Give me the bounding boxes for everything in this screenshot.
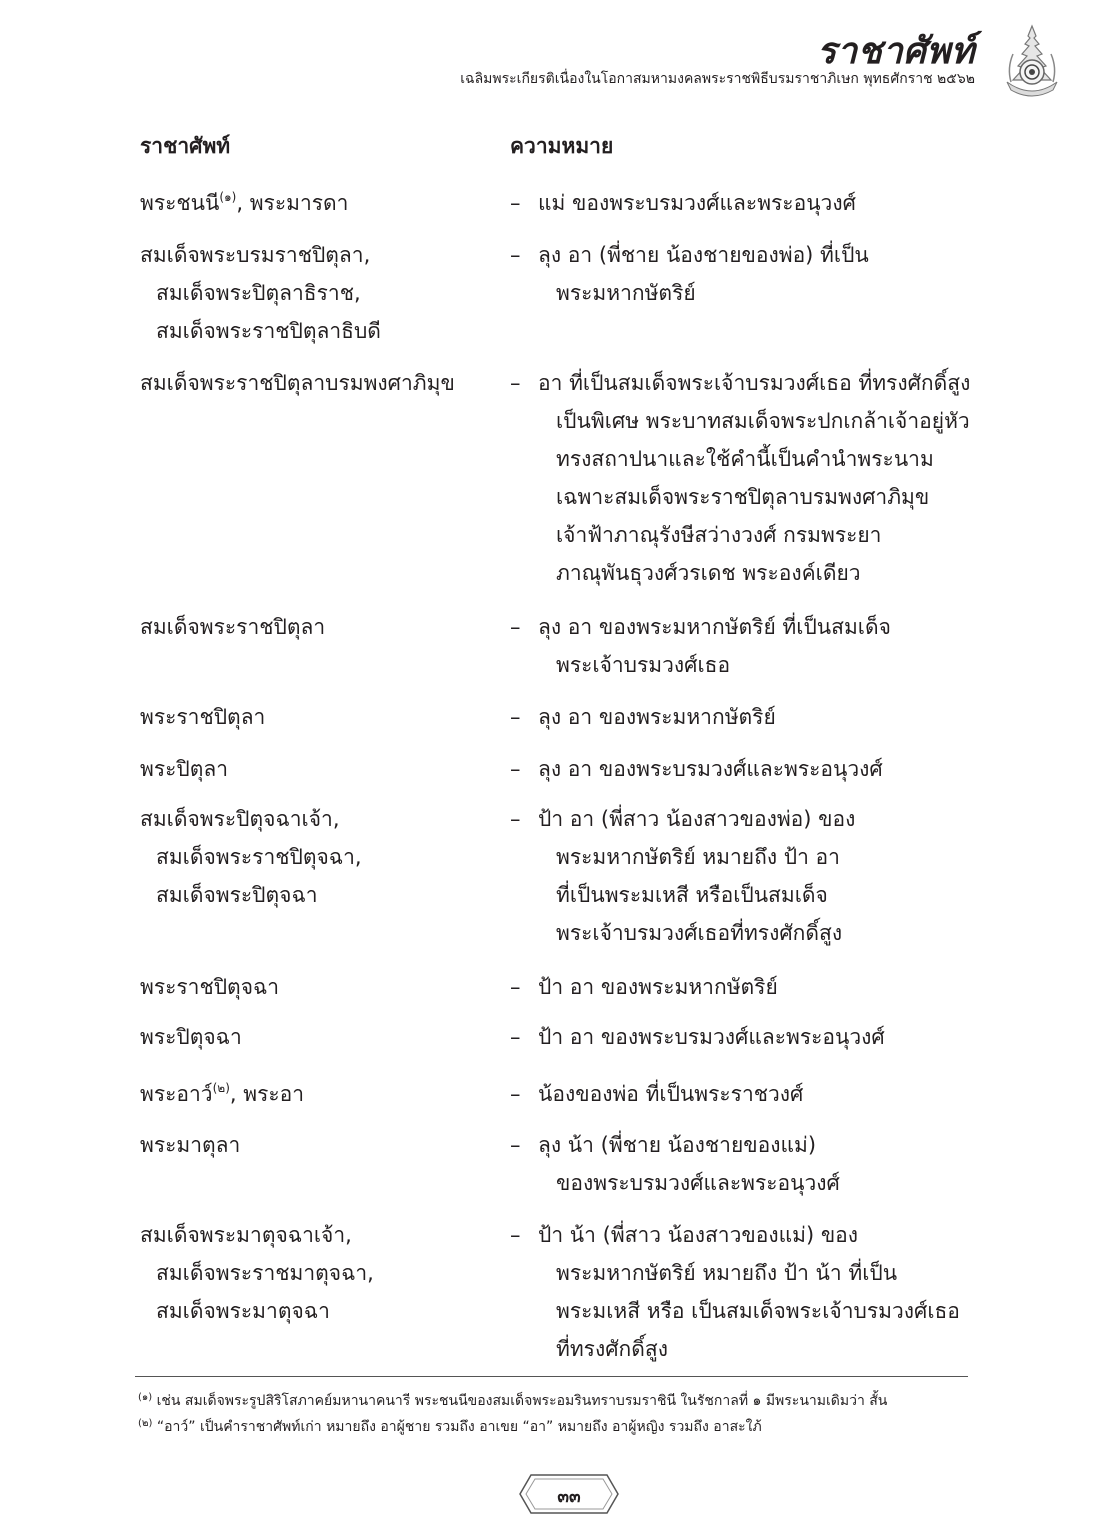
dash: –	[510, 1082, 521, 1106]
page-title: ราชาศัพท์	[816, 30, 975, 72]
dash: –	[510, 757, 521, 781]
dash: –	[510, 1025, 521, 1049]
dash: –	[510, 705, 521, 729]
footnote-text: “อาว์” เป็นคำราชาศัพท์เก่า หมายถึง อาผู้ชาย รวมถึง อาเขย “อา” หมายถึง อาผู้หญิง รวมถึง อาสะใภ้	[156, 1419, 762, 1435]
term: พระอาว์$^{(๒)}$, พระอา	[140, 1081, 305, 1106]
footnote	[138, 1414, 762, 1437]
meaning: ป้า น้า (พี่สาว น้องสาวของแม่) ของ พระมหากษัตริย์ หมายถึง ป้า น้า ที่เป็น พระมเหสี หรือ เป็นสมเด็จพระเจ้าบรมวงศ์เธอ ที่ทรงศักดิ์สูง	[538, 1223, 960, 1361]
term: พระมาตุลา	[140, 1133, 241, 1157]
meaning: ลุง อา (พี่ชาย น้องชายของพ่อ) ที่เป็น พระมหากษัตริย์	[538, 243, 869, 305]
term: พระปิตุจฉา	[140, 1025, 242, 1049]
column-header-meaning: ความหมาย	[510, 134, 614, 158]
term: พระปิตุลา	[140, 757, 229, 781]
footnote	[138, 1388, 887, 1411]
meaning: ป้า อา (พี่สาว น้องสาวของพ่อ) ของ พระมหากษัตริย์ หมายถึง ป้า อา ที่เป็นพระมเหสี หรือเป็นสมเด็จ พระเจ้าบรมวงศ์เธอที่ทรงศักดิ์สูง	[538, 807, 856, 945]
dash: –	[510, 615, 521, 639]
page-subtitle: เฉลิมพระเกียรติเนื่องในโอกาสมหามงคลพระราชพิธีบรมราชาภิเษก พุทธศักราช ๒๕๖๒	[460, 71, 975, 87]
meaning: ป้า อา ของพระบรมวงศ์และพระอนุวงศ์	[538, 1025, 885, 1049]
meaning: แม่ ของพระบรมวงศ์และพระอนุวงศ์	[538, 191, 856, 215]
dash: –	[510, 1133, 521, 1157]
footnote-ref: (๒)	[212, 1081, 230, 1095]
term: สมเด็จพระบรมราชปิตุลา, สมเด็จพระปิตุลาธิราช, สมเด็จพระราชปิตุลาธิบดี	[140, 243, 381, 343]
term: สมเด็จพระราชปิตุลาบรมพงศาภิมุข	[140, 371, 455, 395]
dash: –	[510, 1223, 521, 1247]
dash: –	[510, 807, 521, 831]
footnote-divider	[135, 1376, 968, 1377]
meaning: ลุง อา ของพระมหากษัตริย์ ที่เป็นสมเด็จ พระเจ้าบรมวงศ์เธอ	[538, 615, 891, 677]
term: พระชนนี$^{(๑)}$, พระมารดา	[140, 190, 349, 215]
royal-emblem-icon	[1001, 24, 1063, 100]
term: พระราชปิตุลา	[140, 705, 266, 729]
dash: –	[510, 191, 521, 215]
footnote-mark: (๒)	[138, 1418, 153, 1429]
term: สมเด็จพระปิตุจฉาเจ้า, สมเด็จพระราชปิตุจฉา, สมเด็จพระปิตุจฉา	[140, 807, 362, 907]
meaning: น้องของพ่อ ที่เป็นพระราชวงศ์	[538, 1082, 804, 1106]
footnote-ref: (๑)	[219, 190, 237, 204]
meaning: ลุง น้า (พี่ชาย น้องชายของแม่) ของพระบรมวงศ์และพระอนุวงศ์	[538, 1133, 840, 1195]
page-number: ๓๓	[557, 1487, 581, 1507]
meaning: ลุง อา ของพระบรมวงศ์และพระอนุวงศ์	[538, 757, 883, 781]
meaning: ป้า อา ของพระมหากษัตริย์	[538, 975, 778, 999]
term: พระราชปิตุจฉา	[140, 975, 280, 999]
meaning: อา ที่เป็นสมเด็จพระเจ้าบรมวงศ์เธอ ที่ทรงศักดิ์สูง เป็นพิเศษ พระบาทสมเด็จพระปกเกล้าเจ้าอยู่หัว ทรงสถาปนาและใช้คำนี้เป็นคำนำพระนาม เฉพาะสมเด็จพระราชปิตุลาบรมพงศาภิมุข เจ้าฟ้าภาณุรังษีสว่างวงศ์ กรมพระยา ภาณุพันธุวงศ์วรเดช พระองค์เดียว	[538, 371, 971, 585]
footnote-text: เช่น สมเด็จพระรูปสิริโสภาคย์มหานาคนารี พระชนนีของสมเด็จพระอมรินทราบรมราชินี ในรัชกาลที่ ๑ มีพระนามเดิมว่า สั้น	[156, 1393, 888, 1409]
footnote-mark: (๑)	[138, 1392, 153, 1403]
meaning: ลุง อา ของพระมหากษัตริย์	[538, 705, 776, 729]
term: สมเด็จพระมาตุจฉาเจ้า, สมเด็จพระราชมาตุจฉา, สมเด็จพระมาตุจฉา	[140, 1223, 374, 1323]
dash: –	[510, 975, 521, 999]
page-header	[0, 18, 1093, 98]
column-header-term: ราชาศัพท์	[140, 134, 231, 158]
dash: –	[510, 371, 521, 395]
term: สมเด็จพระราชปิตุลา	[140, 615, 326, 639]
dash: –	[510, 243, 521, 267]
